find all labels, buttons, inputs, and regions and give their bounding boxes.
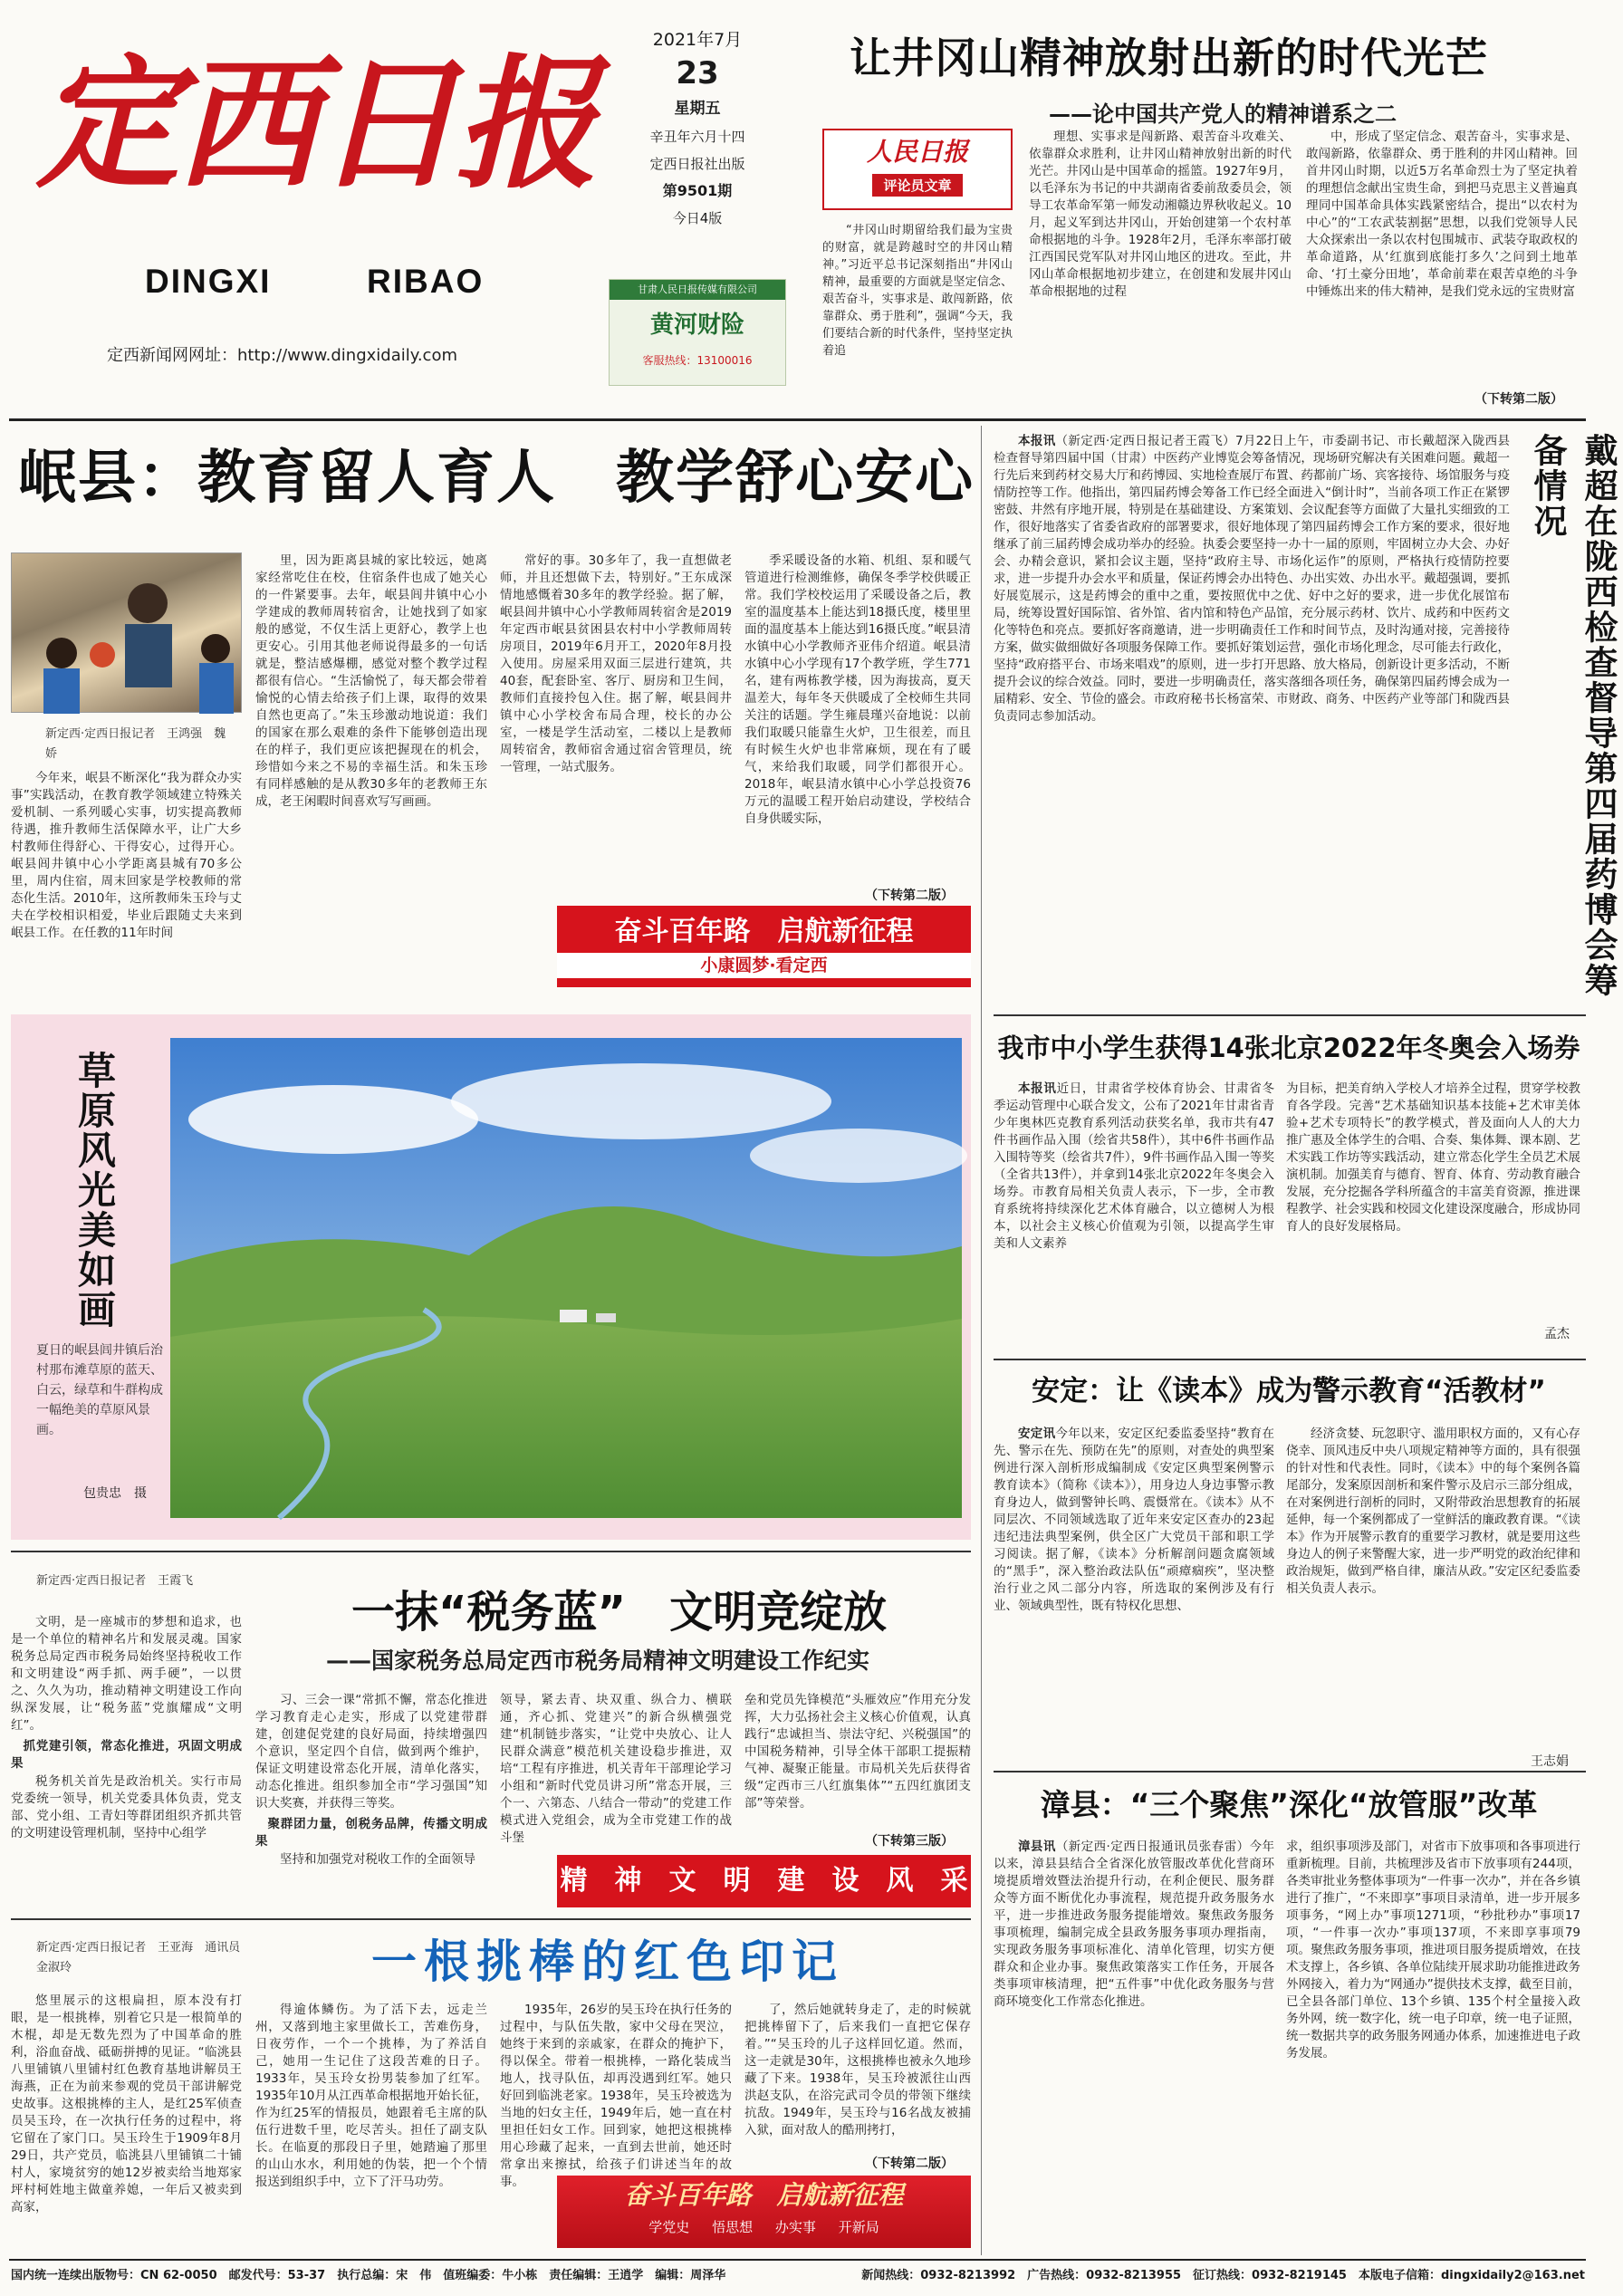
tax-title: 一抹“税务蓝” 文明竞绽放 (351, 1587, 888, 1638)
date-day: 23 (676, 55, 719, 91)
tax-col1-p2: 税务机关首先是政治机关。实行市局党委统一领导，机关党委具体负责，党支部、党小组、工青妇等群团组织齐抓共管的文明建设管理机制，坚持中心组学 (11, 1774, 242, 1840)
commentary-col1: 理想、实事求是闯新路、艰苦奋斗攻难关、依靠群众求胜利，让井冈山精神放射出新的时代光芒。井冈山是中国革命的摇篮。1927年9月，以毛泽东为书记的中共湖南省委前敌委员会，领导工农革命军第一师发动湘赣边界秋收起义。10月，起义军到达井冈山，开始创建第一个农村革命根据地的斗争。1928年2月，毛泽东率部打破江西国民党军队对井冈山地区的进攻。至此，井冈山革命根据地初步建立，在创建和发展井冈山革命根据地的过程 (1029, 130, 1292, 299)
weekday: 星期五 (674, 100, 721, 118)
red-col4: 了，然后她就转身走了，走的时候就把挑棒留下了，后来我们一直把它保存着。”“吴玉玲的儿子这样回忆道。然而，这一走就是30年，这根挑棒也被永久地珍藏了下来。1938年，吴玉玲被派往山西洪赵支队，在浴完武司令员的带领下继续抗敌。1949年，吴玉玲与16名战友被捕入狱，面对敌人的酷刑拷打， (744, 2003, 971, 2137)
masthead-pinyin-left: DINGXI (145, 263, 272, 300)
tax-heading-1: 抓党建引领，常态化推进，巩固文明成果 (11, 1739, 242, 1771)
tax-col2-p2: 坚持和加强党对税收工作的全面领导 (280, 1852, 475, 1867)
divider-mid2 (994, 1359, 1586, 1360)
edu-col1: 今年来，岷县不断深化“我为群众办实事”实践活动，在教育教学领域建立特殊关爱机制、一系列暖心实事，切实提高教师待遇，推升教师生活保障水平，让广大乡村教师住得舒心、干得安心，过得开心。岷县闾井镇中心小学距离县城有70多公里，周内住宿，周末回家是学校教师的常态化生活。2010年，这所教师朱玉玲与丈夫在学校相识相爱，毕业后跟随丈夫来到岷县工作。在任教的11年时间 (11, 771, 242, 940)
page-count: 今日4版 (672, 210, 723, 226)
publisher: 定西日报社出版 (649, 156, 745, 172)
banner-item: 学党史 (648, 2219, 690, 2235)
tax-subtitle: ——国家税务总局定西市税务局精神文明建设工作纪实 (326, 1648, 870, 1674)
sidebar-text: （新定西·定西日报记者王霞飞）7月22日上午，市委副书记、市长戴超深入陇西县检查督导第四届中国（甘肃）中医药产业博览会筹备情况，现场研究解决有关困难问题。戴超一行先后来到药材交易大厅和药博园、实地检查展厅布置、药都前广场、宾客接待、场馆服务与疫情防控等工作。他指出，第四届药博会筹备工作已经全面进入“倒计时”，当前各项工作正在紧锣密鼓、井然有序地开展，特别是在基础建设、方案策划、会议配套等方面做了大量扎实细致的工作，很好地落实了省委省政府的部署要求，很好地体现了第四届药博会工作方案的要求，很好地继承了前三届药博会成功举办的经验。执委会要坚持一办十一届的原则，牢固树立办大会、办好会、办精会意识，紧扣会议主题，坚持“政府主导、市场化运作”的原则，严格执行疫情防控要求，进一步提升办会水平和质量，保证药博会办出特色、办出实效、办出水平。戴超强调，要抓好展览展示，这是药博会的重中之重，要按照优中之优、好中之好的要求，进一步优化展馆布局，统筹设置好国际馆、省外馆、省内馆和特色产品馆，充分展示药材、饮片、成药和中医药文化等特色和亮点。要抓好客商邀请，进一步明确责任工作和时间节点，及时沟通对接，完善接待方案，做实做细做好各项服务保障工作。要抓好策划运营，强化市场化理念，尽可能去行政化，坚持“政府搭平台、市场来唱戏”的原则，进一步打开思路、放大格局，创新设计更多活动，不断提升会议的综合效益。同时，要进一步明确责任，落实落细各项任务，确保第四届药博会成为一届精彩、安全、节俭的盛会。市政府秘书长杨富荣、市财政、商务、中医药产业等部门和陇西县负责同志参加活动。 (994, 434, 1511, 724)
ad-phone: 客服热线：13100016 (642, 354, 753, 367)
banner-fendou-title: 奋斗百年路 启航新征程 (614, 916, 914, 947)
red-title: 一根挑棒的红色印记 (371, 1936, 844, 1988)
banner-item: 悟思想 (712, 2219, 754, 2235)
divider-mid1 (994, 1014, 1586, 1016)
sidebar-body (994, 433, 1510, 1023)
edu-col3: 常好的事。30多年了，我一直想做老师，并且还想做下去，特别好。”王东成深情地感慨着30多年的教学经验。据了解，岷县闾井镇中心小学教师周转宿舍是2019年定西市岷县贫困县农村中小学教师周转房项目，2019年6月开工，2020年8月投入使用。房屋采用双面三层进行建筑，共40套，配套卧室、客厅、厨房和卫生间，教师们直接拎包入住。据了解，岷县闾井镇中心小学校舍布局合理，校长的办公室，一楼是学生活动室，二楼以上是教师周转宿舍，教师宿舍通过宿舍管理员，统一管理，一站式服务。 (500, 553, 732, 774)
olympic-col1-text: 近日，甘肃省学校体育协会、甘肃省冬季运动管理中心联合发文，公布了2021年甘肃省青少年奥林匹克教育系列活动获奖名单，我市共有47件书画作品入围（绘省共58件），其中6件书画作品入围特等奖（绘省共7件），9件书画作品入围一等奖（全省共13件），并拿到14张北京2022年冬奥会入场券。市教育局相关负责人表示，下一步，全市教育系统将持续深化艺术体育融合，以立德树人为根本，以社会主义核心价值观为引领，以提高学生审美和人文素养 (994, 1081, 1275, 1251)
divider-mid3 (994, 1771, 1586, 1772)
red-byline: 新定西·定西日报记者 王亚海 通讯员 金淑玲 (36, 1941, 253, 1974)
red-col1: 悠里展示的这根扁担，原本没有打眼，是一根挑棒，别着它只是一根简单的木棍，却是无数先烈为了中国革命的胜利，浴血奋战、砥砺拼搏的见证。“临洮县八里铺镇八里铺村红色教育基地讲解员王海燕，正在为前来参观的党员干部讲解党史故事。这根挑棒的主人，是红25军侦查员吴玉玲，在一次执行任务的过程中，将它留在了家门口。吴玉玲生于1909年8月29日，共产党员，临洮县八里铺镇二十铺村人，家境贫穷的她12岁被卖给当地郑家坪村柯姓地主做童养媳，一年后又被卖到高家， (11, 1993, 242, 2214)
olympic-title: 我市中小学生获得14张北京2022年冬奥会入场券 (997, 1033, 1580, 1063)
banner-item: 办实事 (774, 2219, 816, 2235)
edu-title: 岷县：教育留人育人 教学舒心安心 (18, 445, 975, 512)
commentary-logo-box (822, 129, 1013, 210)
edu-col4: 季采暖设备的水箱、机组、泵和暖气管道进行检测维修，确保冬季学校供暖正常。我们学校校运用了采暖设备之后，教室的温度基本上能达到18摄氏度，楼里里面的温度基本上能达到16摄氏度。”岷县清水镇中心小学教师齐亚伟介绍道。岷县清水镇中心小学现有17个教学班，学生771名，建有两栋教学楼，因为海拔高，夏天温差大，每年冬天供暖成了全校师生共同关注的话题。学生雍晨瑾兴奋地说：以前我们取暖只能靠生火炉，卫生很差，而且有时候生火炉也非常麻烦，现在有了暖气，来给我们取暖，同学们都很开心。2018年，岷县清水镇中心小学总投资76万元的温暖工程开始启动建设，学校结合自身供暖实际， (744, 553, 971, 826)
masthead-title: 定西日报 (36, 41, 594, 208)
zhangxian-col2: 求，组织事项涉及部门，对省市下放事项和各事项进行重新梳理。目前，共梳理涉及省市下放事项有244项，各类审批业务整体事项为“一件事一次办”，并在各乡镇进行了推广，“不来即享”事项目录清单，进一步开展多项事务，“网上办”事项1271项，“秒批秒办”事项17项，“一件事一次办”事项137项，不来即享事项79项。聚焦政务服务事项，推进项目服务提质增效，在技术支撑上，各乡镇、各单位陆续开展求助功能推进政务外网接入，着力为“网通办”提供技术支撑，截至目前，已全县各部门单位、13个乡镇、135个村全量接入政务外网，统一数字化，统一电子印章，统一电子证照，统一数据共享的政务服务网通办体系，加速推进电子政务发展。 (1286, 1840, 1580, 2061)
banner-item: 开新局 (838, 2219, 879, 2235)
banner-fendou-2 (557, 2176, 971, 2248)
date-block (618, 27, 777, 232)
divider-red-top (11, 1918, 971, 1920)
lunar-date: 辛丑年六月十四 (649, 129, 745, 145)
tax-heading-2: 聚群团力量，创税务品牌，传播文明成果 (255, 1817, 487, 1849)
warning-lead: 安定讯 (1018, 1427, 1056, 1441)
photo-caption: 夏日的岷县闾井镇后治村那布滩草原的蓝天、白云，绿草和牛群构成一幅绝美的草原风景画。 (36, 1343, 163, 1437)
edu-photo (11, 552, 242, 713)
banner-fendou-2-title: 奋斗百年路 启航新征程 (624, 2180, 904, 2210)
commentary-subtitle: ——论中国共产党人的精神谱系之二 (1049, 101, 1397, 127)
website: 定西新闻网网址：http://www.dingxidaily.com (107, 346, 457, 365)
classroom-illustration (12, 553, 243, 714)
divider-masthead (9, 418, 1586, 421)
zhangxian-lead: 漳县讯 (1018, 1840, 1056, 1854)
divider-right-lower (981, 1023, 982, 2255)
tax-col1 (11, 1614, 242, 1922)
tax-col3: 领导，紧去青、块双重、纵合力、横联通，齐心抓、党建兴”的新合纵横强党建“机制链步落实，“让党中央放心、让人民群众满意”模范机关建设稳步推进，双培“工程有序推进，机关青年干部理论学习小组和“新时代党员讲习所”常态开展，三个一、六第态、八结合一带动”的党建工作模式进入党组会，成为全市党建工作的战斗堡 (500, 1693, 732, 1845)
grassland-photo (170, 1038, 962, 1518)
tax-col1-p1: 文明，是一座城市的梦想和追求，也是一个单位的精神名片和发展灵魂。国家税务总局定西市税务局始终坚持税收工作和文明建设“两手抓、两手硬”，一以贯之、久久为功，推动精神文明建设工作向纵深发展，让“税务蓝”党旗耀成“文明红”。 (11, 1615, 242, 1733)
commentary-col2: 中，形成了坚定信念、艰苦奋斗，实事求是、敢闯新路，依靠群众、勇于胜利的井冈山精神。回首井冈山时期，以近5万名革命烈士为了坚定执着的理想信念献出宝贵生命，到把马克思主义普遍真理同中国革命具体实践紧密结合，提出“以农村为中心”的“工农武装割据”思想，以我们党领导人民大众探索出一条以农村包围城市、武装夺取政权的革命道路，从‘红旗到底能打多久’之问到土地革命、‘打土豪分田地’，革命前辈在艰苦卓绝的斗争中锤炼出来的伟大精神，是我们党永远的宝贵财富 (1306, 130, 1578, 299)
sidebar-title: 戴超在陇西检查督导第四届药博会筹备情况 (1528, 433, 1618, 998)
masthead-pinyin-right: RIBAO (367, 263, 485, 300)
olympic-col1 (994, 1081, 1274, 1343)
tax-col2 (255, 1692, 487, 1927)
banner-fendou (557, 906, 971, 987)
tax-col4: 垒和党员先锋模范“头雁效应”作用充分发挥，大力弘扬社会主义核心价值观，认真践行“忠诚担当、崇法守纪、兴税强国”的中国税务精神，引导全体干部职工提振精气神、凝聚正能量。市局机关先后获得省级“定西市三八红旗集体”“五四红旗团支部”等荣誉。 (744, 1693, 971, 1811)
tax-continue: （下转第三版） (865, 1834, 954, 1849)
sidebar-lead: 本报讯 (1018, 434, 1056, 448)
zhangxian-title: 漳县：“三个聚焦”深化“放管服”改革 (1040, 1787, 1538, 1822)
banner-wenming: 精 神 文 明 建 设 风 采 (557, 1855, 971, 1907)
date-month: 2021年7月 (652, 30, 743, 50)
edu-col2: 里，因为距离县城的家比较远，她离家经常吃住在校，住宿条件也成了她关心的一件紧要事。去年，岷县闾井镇中心小学建成的教师周转宿舍，让她找到了如家般的感觉，不仅生活上更舒心，教学上也更安心。引用其他老师说得最多的一句话就是，整洁感爆棚，感觉对整个教学过程都很有信心。“生活愉悦了，每天都会带着愉悦的心情去给孩子们上课，取得的效果自然也更高了。”朱玉珍激动地说道：我们的国家在那么艰难的条件下能够创造出现在的样子，我们更应该把握现在的机会，珍惜如今来之不易的幸福生活。和朱玉珍有同样感触的是从教30多年的老教师王东成，老王闲暇时间喜欢写写画画。 (255, 553, 487, 809)
ad-box (609, 279, 786, 386)
warning-col1 (994, 1426, 1274, 1770)
ad-brand: 黄河财险 (649, 312, 744, 339)
tax-col2-p1: 习、三会一课“常抓不懈，常态化推进学习教育走心走实，形成了以党建带群建，创建促党建的良好局面，持续增强四个意识，坚定四个自信，做到两个维护，保证文明建设常态化开展，清单化落实，动态化推进。组织参加全市“学习强国”知识大奖赛，并获得三等奖。 (255, 1693, 487, 1811)
commentary-quote: “井冈山时期留给我们最为宝贵的财富，就是跨越时空的井冈山精神。”习近平总书记深刻指出“井冈山精神，最重要的方面就是坚定信念、艰苦奋斗，实事求是、敢闯新路，依靠群众、勇于胜利”，强调“今天，我们要结合新的时代条件，坚持坚定执着追 (822, 224, 1013, 358)
grassland-illustration (170, 1038, 962, 1518)
divider-sidebar (981, 426, 982, 1023)
photo-panel (11, 1014, 971, 1540)
warning-col2: 经济贪婪、玩忽职守、滥用职权方面的，又有心存侥幸、顶风违反中央八项规定精神等方面的，具有很强的针对性和代表性。同时，《读本》中的每个案例各篇尾部分，发案原因剖析和案件警示及启示三部分组成，在对案例进行剖析的同时，又附带政治思想教育的拓展延伸，每一个案例都成了一堂鲜活的廉政教育课。“《读本》作为开展警示教育的重要学习教材，就是要用这些身边人的例子来警醒大家，进一步严明党的政治纪律和政治规矩，做到严格自律，廉洁从政。”安定区纪委监委相关负责人表示。 (1286, 1427, 1580, 1596)
banner-fendou-2-items (557, 2215, 971, 2239)
warning-col1-text: 今年以来，安定区纪委监委坚持“教育在先、警示在先、预防在先”的原则，对查处的典型案例进行深入剖析形成编制成《安定区典型案例警示教育读本》（简称《读本》），用身边人身边事警示教育身边人，做到警钟长鸣、震慑常在。《读本》从不同层次、不同领域选取了近年来安定区查办的23起违纪违法典型案例，供全区广大党员干部和职工学习阅读。据了解，《读本》分析解剖问题贪腐领域的“黑手”，深入整治政法队伍“顽瘴痼疾”，坚决整治行业之风二部分内容，所选取的案例涉及有行业、领域典型性，既有特权化思想、 (994, 1427, 1274, 1613)
edu-continue: （下转第二版） (865, 889, 954, 903)
edu-byline: 新定西·定西日报记者 王鸿强 魏 娇 (45, 727, 238, 761)
commentary-logo: 人民日报 (866, 137, 968, 167)
commentary-continue: （下转第二版） (1474, 392, 1563, 407)
warning-title: 安定：让《读本》成为警示教育“活教材” (1032, 1375, 1546, 1407)
issue-number: 第9501期 (662, 182, 733, 199)
banner-fendou-subtitle: 小康圆梦·看定西 (557, 953, 971, 978)
masthead (0, 0, 1595, 421)
commentary-tag: 评论员文章 (872, 174, 962, 197)
olympic-col2: 为目标，把美育纳入学校人才培养全过程，贯穿学校教育各学段。完善“艺术基础知识基本技能+艺术审美体验+艺术专项特长”的教学模式，普及面向人人的大力推广惠及全体学生的合唱、合奏、集体舞、课本剧、艺术实践工作坊等实践活动，建立常态化学生全员艺术展演机制。加强美育与德育、智育、体育、劳动教育融合发展，充分挖掘各学科所蕴含的丰富美育资源，推进课程教学、社会实践和校园文化建设深度融合，形成协同育人的良好发展格局。 (1286, 1081, 1580, 1234)
divider-footer (9, 2259, 1586, 2261)
olympic-lead: 本报讯 (1018, 1081, 1057, 1096)
red-continue: （下转第二版） (865, 2157, 954, 2171)
red-col3: 1935年，26岁的吴玉玲在执行任务的过程中，与队伍失散，家中父母在哭泣，她终于来到的亲戚家，在群众的掩护下，得以保全。带着一根挑棒，一路化装成当地人，找寻队伍，却再没遇到红军。她只好回到临洮老家。1938年，吴玉玲被选为当地的妇女主任，1949年后，她一直在村里担任妇女工作。回到家，她把这根挑棒用心珍藏了起来，一直到去世前，她还时常拿出来擦拭，给孩子们讲述当年的故事。 (500, 2003, 732, 2189)
red-col2: 得逾体鳞伤。为了活下去，远走兰州，又落到地主家里做长工，苦难伤身，日夜劳作，一个一个挑棒，为了养活自己，她用一生记住了这段苦难的日子。1933年，吴玉玲女扮男装参加了红军。1935年10月从江西革命根据地开始长征，作为红25军的情报员，她跟着毛主席的队伍行进数千里，吃尽苦头。担任了副支队长。在临夏的那段日子里，她踏遍了那里的山山水水，利用她的伪装，把一个个情报送到组织手中，立下了汗马功劳。 (255, 2003, 487, 2189)
olympic-author: 孟杰 (1544, 1327, 1570, 1341)
photo-credit: 包贵忠 摄 (83, 1486, 147, 1501)
commentary-title: 让井冈山精神放射出新的时代光芒 (850, 34, 1488, 82)
divider-tax-top (11, 1551, 971, 1552)
footer-right: 新闻热线：0932-8213992 广告热线：0932-8213955 征订热线：0932-8219145 本版电子信箱：dingxidaily2@163.net (861, 2269, 1585, 2282)
ad-company: 甘肃人民日报传媒有限公司 (610, 280, 785, 300)
footer-left: 国内统一连续出版物号：CN 62-0050 邮发代号：53-37 执行总编：宋 伟 值班编委：牛小栋 责任编辑：王逍学 编辑：周泽华 (11, 2269, 726, 2282)
tax-byline: 新定西·定西日报记者 王霞飞 (36, 1574, 194, 1588)
photo-title: 草原风光美如画 (72, 1051, 117, 1330)
commentary (822, 18, 1583, 417)
zhangxian-col1 (994, 1839, 1274, 2242)
warning-author: 王志娟 (1531, 1754, 1569, 1769)
zhangxian-col1-text: （新定西·定西日报通讯员张春雷）今年以来，漳县县结合全省深化放管服改革优化营商环境提质增效暨法治提升行动，在利企便民、服务群众等方面不断优化办事流程，规范提升政务服务水平，进一步推进政务服务提能增效。聚焦政务服务事项梳理，编制完成全县政务服务事项办理指南，实现政务服务事项标准化、清单化管理，切实方便群众和企业办事。聚焦政策落实工作任务，开展各类事项审核清理，把“五件事”中优化政务服务与营商环境变化工作常态化推进。 (994, 1840, 1275, 2009)
